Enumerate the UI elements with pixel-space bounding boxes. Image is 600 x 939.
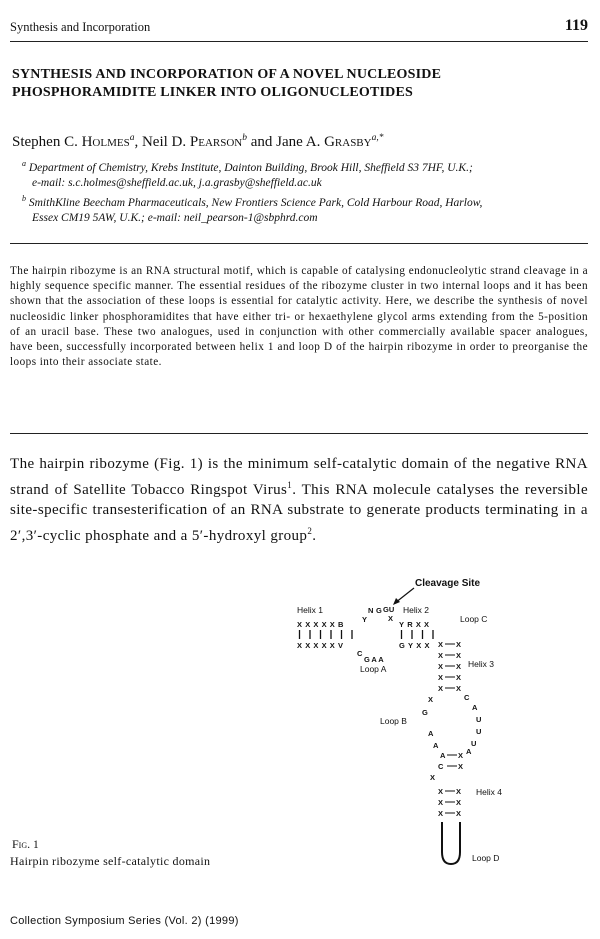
svg-text:X: X: [456, 673, 462, 682]
body-text-part-1: The hairpin ribozyme (Fig. 1) is the minimum self-catalytic domain of the negative RNA strand of Satellite Tobacco Ringspot Virus: [10, 456, 588, 498]
body-paragraph: [10, 454, 588, 546]
svg-text:X: X: [458, 751, 464, 760]
body-text-part-3: .: [312, 527, 317, 544]
affiliation-a: [22, 156, 582, 191]
body-text-part-2: . This RNA molecule catalyses the reversible site-specific transesterification of an RNA substrate to generate products terminating in a 2′,3′-cyclic phosphate and a 5′-hydroxyl group: [10, 481, 588, 544]
affiliation-b: [22, 191, 582, 226]
svg-text:X: X: [438, 809, 444, 818]
author-separator-1: , Neil D.: [134, 134, 190, 150]
svg-text:X: X: [456, 798, 462, 807]
svg-text:X: X: [458, 762, 464, 771]
helix-4-label: Helix 4: [476, 787, 502, 797]
svg-text:X: X: [430, 773, 436, 782]
affiliation-a-line-1: Department of Chemistry, Krebs Institute, Dainton Building, Brook Hill, Sheffield S3 7HF, U.K.;: [28, 161, 473, 174]
affiliation-b-line-1: SmithKline Beecham Pharmaceuticals, New Frontiers Science Park, Cold Harbour Road, Harlow,: [28, 196, 483, 209]
reference-1: 1: [287, 479, 293, 490]
svg-text:X: X: [438, 673, 444, 682]
svg-text:X: X: [438, 662, 444, 671]
loop-a-label: Loop A: [360, 664, 387, 674]
author-3-affil: a,*: [371, 133, 384, 143]
svg-text:U: U: [476, 727, 482, 736]
svg-text:U: U: [471, 739, 477, 748]
figure-label: [12, 837, 39, 852]
abstract: The hairpin ribozyme is an RNA structural motif, which is capable of catalysing endonucleolytic strand cleavage in a highly sequence specific manner. The essential residues of the ribozyme cluster in two internal loops and it has been shown that the association of these loops is essential for catalytic activity. Here, we describe the synthesis of novel nucleosidic linker phosphoramidites that have either tri- or hexaethylene glycol arms extending from the 5-position of an uracil base. These two analogues, used in conjunction with other commercially available spacer analogues, have been, successfully incorporated between helix 1 and loop D of the hairpin ribozyme in order to preorganise the loops into their associate state.: [10, 265, 588, 369]
helix-3-label: Helix 3: [468, 659, 494, 669]
loop-a-y: Y: [362, 615, 368, 624]
abstract-bottom-rule: [10, 433, 588, 434]
svg-text:X: X: [428, 695, 434, 704]
paper-title-line-2: PHOSPHORAMIDITE LINKER INTO OLIGONUCLEOTIDES: [12, 85, 414, 100]
paper-title: [12, 66, 582, 102]
helix-1-bottom-strand: XXXXXV: [297, 641, 347, 650]
page-number: 119: [564, 17, 588, 34]
loop-a-g: G: [376, 606, 382, 615]
svg-text:X: X: [456, 662, 462, 671]
cleavage-site-label: Cleavage Site: [415, 578, 481, 589]
helix-1-top-strand: XXXXXB: [297, 620, 347, 629]
loop-a-gu: GU: [383, 605, 395, 614]
svg-text:X: X: [438, 798, 444, 807]
svg-text:C: C: [464, 693, 470, 702]
footer-series: Collection Symposium Series (Vol. 2) (1999): [10, 915, 239, 927]
author-1-affil: a: [129, 133, 135, 143]
ribozyme-diagram: [280, 572, 520, 872]
author-2-affil: b: [242, 133, 247, 143]
svg-text:C: C: [438, 762, 444, 771]
helix-2-bottom-strand: GYXX: [399, 641, 433, 650]
loop-a-n: N: [368, 606, 374, 615]
figure-1-diagram: [280, 572, 520, 872]
loop-c-label: Loop C: [460, 614, 488, 624]
svg-text:X: X: [456, 651, 462, 660]
svg-text:X: X: [456, 809, 462, 818]
loop-a-x: X: [388, 614, 394, 623]
header-rule: [10, 41, 588, 42]
affiliation-b-marker: b: [22, 194, 26, 203]
helix-2-label: Helix 2: [403, 605, 429, 615]
svg-text:X: X: [438, 640, 444, 649]
loop-a-c: C: [357, 649, 363, 658]
svg-text:X: X: [456, 640, 462, 649]
author-1-family: Holmes: [81, 134, 130, 150]
helix-2-top-strand: YRXX: [399, 620, 433, 629]
svg-text:U: U: [476, 715, 482, 724]
svg-text:G: G: [422, 708, 428, 717]
affiliation-b-line-2: Essex CM19 5AW, U.K.; e-mail: neil_pearson-1@sbphrd.com: [32, 211, 318, 224]
author-3-family: Grasby: [324, 134, 372, 150]
svg-text:A: A: [466, 747, 472, 756]
helix-3-pairs: [438, 640, 461, 693]
cleavage-arrowhead-icon: [393, 598, 400, 605]
figure-caption: Hairpin ribozyme self-catalytic domain: [10, 854, 211, 868]
helix-2-base-pairs: [402, 630, 434, 639]
loop-a-gaa: GAA: [364, 655, 386, 664]
paper-title-line-1: SYNTHESIS AND INCORPORATION OF A NOVEL NUCLEOSIDE: [12, 67, 442, 82]
svg-text:A: A: [428, 729, 434, 738]
author-1-given: Stephen C.: [12, 134, 82, 150]
affiliation-a-marker: a: [22, 159, 26, 168]
running-head-title: Synthesis and Incorporation: [10, 20, 151, 34]
svg-text:X: X: [456, 684, 462, 693]
svg-text:X: X: [438, 787, 444, 796]
svg-text:A: A: [433, 741, 439, 750]
loop-d-hairpin: [442, 822, 460, 864]
author-list: [12, 133, 383, 151]
loop-d-label: Loop D: [472, 853, 500, 863]
loop-b-nucleotides: [422, 693, 481, 756]
helix-1-base-pairs: [300, 630, 353, 639]
svg-text:A: A: [440, 751, 446, 760]
svg-text:A: A: [472, 703, 478, 712]
author-separator-2: and Jane A.: [247, 134, 325, 150]
running-head: [10, 14, 588, 34]
affiliation-a-line-2: e-mail: s.c.holmes@sheffield.ac.uk, j.a.grasby@sheffield.ac.uk: [32, 176, 322, 189]
svg-text:X: X: [438, 651, 444, 660]
author-2-family: Pearson: [189, 134, 243, 150]
abstract-top-rule: [10, 243, 588, 244]
helix-4-pairs: [438, 787, 461, 818]
reference-2: 2: [307, 525, 313, 536]
helix-1-label: Helix 1: [297, 605, 323, 615]
figure-label-prefix: Fig.: [12, 837, 31, 851]
figure-label-number: 1: [30, 839, 39, 851]
svg-text:X: X: [456, 787, 462, 796]
loop-b-label: Loop B: [380, 716, 407, 726]
loop-b-closing-pairs: [430, 751, 463, 782]
svg-text:X: X: [438, 684, 444, 693]
